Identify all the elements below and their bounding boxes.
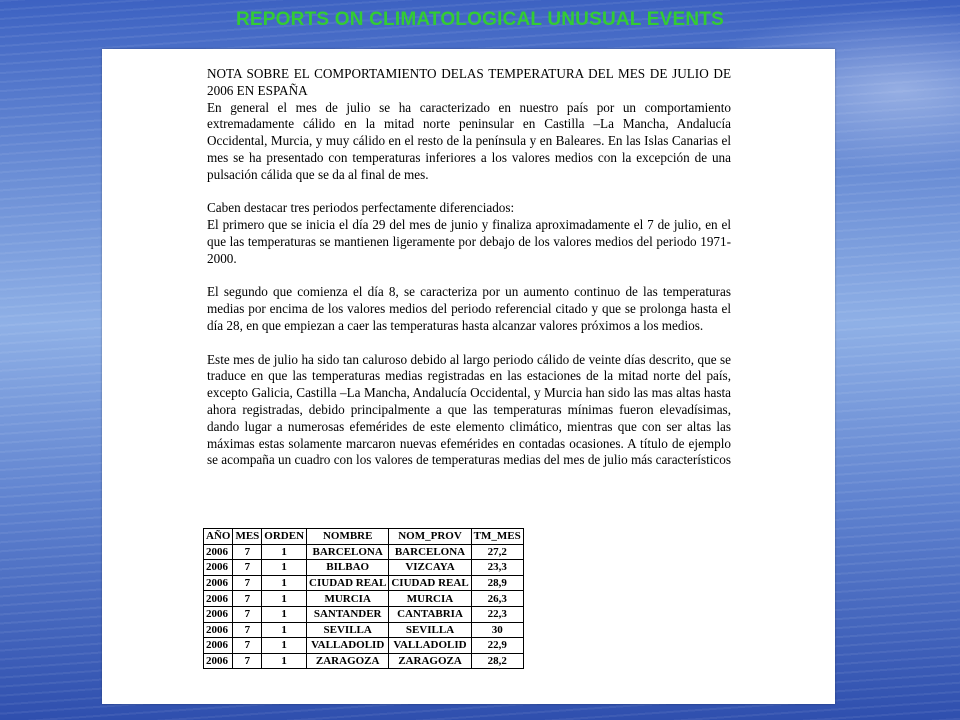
temperature-table <box>203 528 524 669</box>
table-cell: 30 <box>471 622 523 638</box>
table-cell: 23,3 <box>471 560 523 576</box>
table-cell: 2006 <box>204 606 233 622</box>
document-body <box>207 66 731 486</box>
document-heading: NOTA SOBRE EL COMPORTAMIENTO DELAS TEMPERATURA DEL MES DE JULIO DE 2006 EN ESPAÑA <box>207 66 731 98</box>
table-cell: 1 <box>262 653 307 669</box>
table-cell: 2006 <box>204 638 233 654</box>
table-cell: BARCELONA <box>389 544 471 560</box>
table-row <box>204 638 524 654</box>
table-row <box>204 606 524 622</box>
table-row <box>204 544 524 560</box>
table-cell: 1 <box>262 560 307 576</box>
column-header: MES <box>233 529 262 545</box>
table-cell: 27,2 <box>471 544 523 560</box>
table-cell: 7 <box>233 606 262 622</box>
table-cell: VIZCAYA <box>389 560 471 576</box>
table-cell: 2006 <box>204 560 233 576</box>
table-header-row <box>204 529 524 545</box>
temperature-table-container <box>203 528 524 669</box>
table-cell: 1 <box>262 591 307 607</box>
table-row <box>204 653 524 669</box>
table-cell: 1 <box>262 575 307 591</box>
paragraph-conclusion: Este mes de julio ha sido tan caluroso debido al largo periodo cálido de veinte días descrito, que se traduce en que las temperaturas medias registradas en las estaciones de la mitad norte del país, excepto Galicia, Castilla –La Mancha, Andalucía Occidental, y Murcia han sido las mas altas hasta ahora registradas, debido principalmente a que las temperaturas mínimas fueron elevadísimas, dando lugar a numerosas efemérides de este elemento climático, mientras que con ser altas las máximas estas solamente marcaron nuevas efemérides en contadas ocasiones. A título de ejemplo se acompaña un cuadro con los valores de temperaturas medias del mes de julio más característicos <box>207 351 732 468</box>
paragraph-overview: En general el mes de julio se ha caracterizado en nuestro país por un comportamiento extremadamente cálido en la mitad norte peninsular en Castilla –La Mancha, Andalucía Occidental, Murcia, y muy cálido en el resto de la península y en Baleares. En las Islas Canarias el mes se ha presentado con temperaturas inferiores a los valores medios con la excepción de una pulsación cálida que se da al final de mes. <box>207 99 731 182</box>
table-row <box>204 622 524 638</box>
paragraph-periods-intro: Caben destacar tres periodos perfectamente diferenciados: <box>207 200 515 216</box>
table-cell: 22,9 <box>471 638 523 654</box>
table-cell: 2006 <box>204 591 233 607</box>
paragraph-first-period: El primero que se inicia el día 29 del mes de junio y finaliza aproximadamente el 7 de julio, en el que las temperaturas se mantienen ligeramente por debajo de los valores medios del periodo 1971-2000. <box>207 217 731 266</box>
table-cell: 1 <box>262 544 307 560</box>
table-cell: 1 <box>262 622 307 638</box>
table-cell: VALLADOLID <box>307 638 389 654</box>
column-header: AÑO <box>204 529 233 545</box>
table-cell: 28,9 <box>471 575 523 591</box>
table-cell: 7 <box>233 622 262 638</box>
table-cell: 1 <box>262 606 307 622</box>
table-cell: SEVILLA <box>389 622 471 638</box>
table-row <box>204 575 524 591</box>
column-header: NOM_PROV <box>389 529 471 545</box>
table-row <box>204 560 524 576</box>
column-header: TM_MES <box>471 529 523 545</box>
table-cell: VALLADOLID <box>389 638 471 654</box>
table-cell: CANTABRIA <box>389 606 471 622</box>
table-cell: 7 <box>233 591 262 607</box>
table-cell: CIUDAD REAL <box>389 575 471 591</box>
table-cell: CIUDAD REAL <box>307 575 389 591</box>
column-header: ORDEN <box>262 529 307 545</box>
table-cell: 22,3 <box>471 606 523 622</box>
table-cell: BARCELONA <box>307 544 389 560</box>
table-cell: 28,2 <box>471 653 523 669</box>
table-cell: MURCIA <box>389 591 471 607</box>
table-cell: ZARAGOZA <box>307 653 389 669</box>
table-cell: 2006 <box>204 622 233 638</box>
table-row <box>204 591 524 607</box>
table-cell: SEVILLA <box>307 622 389 638</box>
table-cell: MURCIA <box>307 591 389 607</box>
document-page <box>102 49 835 704</box>
slide-title: REPORTS ON CLIMATOLOGICAL UNUSUAL EVENTS <box>236 9 724 30</box>
table-cell: 7 <box>233 560 262 576</box>
table-cell: ZARAGOZA <box>389 653 471 669</box>
table-cell: 2006 <box>204 653 233 669</box>
table-cell: 2006 <box>204 575 233 591</box>
table-cell: BILBAO <box>307 560 389 576</box>
table-cell: 26,3 <box>471 591 523 607</box>
table-cell: 7 <box>233 638 262 654</box>
table-cell: 7 <box>233 544 262 560</box>
table-cell: 7 <box>233 653 262 669</box>
paragraph-second-period: El segundo que comienza el día 8, se caracteriza por un aumento continuo de las temperaturas medias por encima de los valores medios del periodo referencial citado y que se prolonga hasta el día 28, en que empiezan a caer las temperaturas hasta alcanzar valores próximos a los medios. <box>207 284 731 333</box>
table-cell: SANTANDER <box>307 606 389 622</box>
table-cell: 1 <box>262 638 307 654</box>
table-cell: 2006 <box>204 544 233 560</box>
column-header: NOMBRE <box>307 529 389 545</box>
table-cell: 7 <box>233 575 262 591</box>
